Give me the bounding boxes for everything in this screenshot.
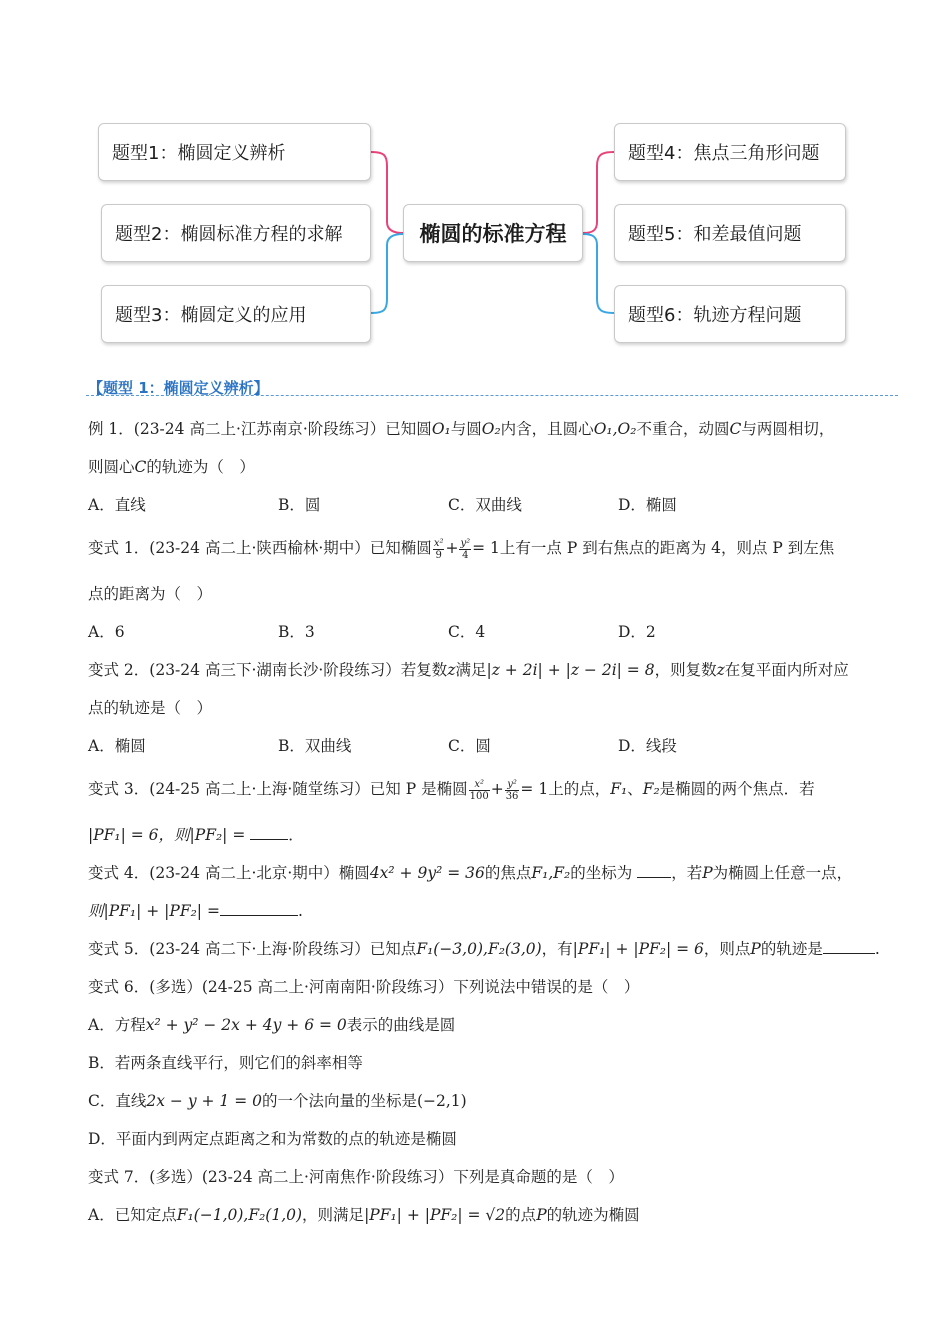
v4-point-p: P [702,864,713,882]
v2-option-b: B．双曲线 [278,737,352,755]
v5-points: F₁(−3,0),F₂(3,0) [416,940,542,958]
v5-sum: |PF₁| + |PF₂| = 6 [572,940,704,958]
v3-condition: |PF₁| = 6，则|PF₂| = [88,826,246,844]
v7-sum: |PF₁| + |PF₂| = √2 [364,1206,506,1224]
v3-answer-blank [250,825,288,840]
v1-option-c: C．4 [448,623,486,641]
v7-text: 的点 [505,1206,537,1224]
q1-line-1 [88,417,834,439]
v6-line-equation: 2x − y + 1 = 0 [146,1092,262,1110]
v2-equation: z + 2i| + |z − 2i| = 8 [491,661,655,679]
v5-text: . [874,940,880,958]
v4-text: 的焦点 [484,864,532,882]
v7-text: 的轨迹为椭圆 [546,1206,640,1224]
v1-option-d: D．2 [618,623,656,641]
q1-text: 与圆 [450,420,482,438]
v6-equation: x² + y² − 2x + 4y + 6 = 0 [145,1016,347,1034]
v5-text: 变式 5．(23-24 高二下·上海·阶段练习）已知点 [88,940,417,958]
connector-pink-right [583,152,614,233]
q1-text: 的轨迹为（ ） [146,458,255,476]
q1-text: 则圆心 [88,458,135,476]
q1-line-2 [88,455,255,477]
connector-blue-left [371,234,403,313]
v1-plus: + [445,539,459,557]
v4-equation: 4x² + 9y² = 36 [369,864,485,882]
q1-circle-o2: O₂ [481,420,501,438]
v3-focus-f2: F₂ [642,780,660,798]
v2-line-1 [88,658,849,680]
v5-answer-blank [823,939,875,954]
v2-option-d: D．线段 [618,737,677,755]
v2-option-a: A．椭圆 [88,737,146,755]
section-title: 【题型 1：椭圆定义辨析】 [88,379,269,397]
q1-option-d: D．椭圆 [618,496,677,514]
v7-line-1: 变式 7．(多选）(23-24 高二上·河南焦作·阶段练习）下列是真命题的是（ ） [88,1168,624,1186]
v1-option-b: B．3 [278,623,315,641]
mindmap-center-node: 椭圆的标准方程 [403,204,583,262]
v3-text: 变式 3．(24-25 高二上·上海·随堂练习）已知 P 是椭圆 [88,780,468,798]
mindmap-node-type5: 题型5：和差最值问题 [614,204,846,262]
v4-text: 为椭圆上任意一点， [712,864,853,882]
v4-foci: F₁,F₂ [531,864,571,882]
q1-circle-c: C [134,458,147,476]
q1-text: 与两圆相切， [741,420,835,438]
mindmap-node-type1: 题型1：椭圆定义辨析 [98,123,371,181]
v5-text: 的轨迹是 [760,940,823,958]
v3-fraction-x: $\frac{\text{x²}}{100}$ [469,778,489,802]
q1-text: 例 1．(23-24 高二上·江苏南京·阶段练习）已知圆 [88,420,432,438]
v5-line-1 [88,937,880,959]
mindmap-node-type6: 题型6：轨迹方程问题 [614,285,846,343]
v2-var-z: z [716,661,725,679]
v1-line-1 [88,536,834,561]
v2-text: ，则复数 [654,661,717,679]
q1-text: 内含，且圆心 [500,420,594,438]
v4-text: 的坐标为 [570,864,633,882]
v4-line-2 [88,899,303,921]
connector-blue-right [583,234,614,313]
v3-fraction-y: $\frac{\text{y²}}{36}$ [505,778,519,802]
mindmap-node-type2: 题型2：椭圆标准方程的求解 [101,204,371,262]
v7-points: F₁(−1,0),F₂(1,0) [176,1206,303,1224]
v4-answer-blank-1 [637,863,671,878]
mindmap-node-type4: 题型4：焦点三角形问题 [614,123,846,181]
v5-point-p: P [750,940,761,958]
v6-text: 表示的曲线是圆 [346,1016,456,1034]
v2-var-z: z [447,661,456,679]
mindmap-node-type3: 题型3：椭圆定义的应用 [101,285,371,343]
v7-text: A．已知定点 [88,1206,177,1224]
v4-text: . [297,902,303,920]
v2-line-2: 点的轨迹是（ ） [88,699,213,717]
q1-circle-o1: O₁ [431,420,451,438]
v7-option-a [88,1203,640,1225]
v3-text: = 1上的点， [520,780,611,798]
v1-line-2: 点的距离为（ ） [88,585,213,603]
v7-text: ，则满足 [302,1206,365,1224]
v4-text: 变式 4．(23-24 高二上·北京·期中）椭圆 [88,864,370,882]
v1-text: 变式 1．(23-24 高二上·陕西榆林·期中）已知椭圆 [88,539,432,557]
v2-option-c: C．圆 [448,737,491,755]
v4-line-1 [88,861,852,883]
v4-text: ，若 [671,864,703,882]
v3-focus-f1: F₁ [610,780,628,798]
v6-option-a [88,1013,455,1035]
v2-text: 变式 2．(23-24 高三下·湖南长沙·阶段练习）若复数 [88,661,448,679]
v1-text: = 1上有一点 P 到右焦点的距离为 4，则点 P 到左焦 [472,539,835,557]
q1-text: 不重合，动圆 [636,420,730,438]
v2-text: 在复平面内所对应 [724,661,849,679]
section-divider [86,395,898,396]
q1-option-c: C．双曲线 [448,496,522,514]
connector-pink-left [371,152,403,233]
v3-text: 、 [627,780,643,798]
v7-point-p: P [536,1206,547,1224]
v5-text: ，则点 [703,940,751,958]
q1-circle-c: C [729,420,742,438]
q1-option-a: A．直线 [88,496,146,514]
v1-option-a: A．6 [88,623,125,641]
v6-text: 的一个法向量的坐标是(−2,1) [261,1092,467,1110]
v5-text: ，有 [541,940,573,958]
v6-text: A．方程 [88,1016,146,1034]
v3-line-1 [88,777,815,802]
v3-text: ． [288,826,304,844]
q1-centers: O₁,O₂ [593,420,637,438]
v6-option-c [88,1089,467,1111]
v6-option-b: B．若两条直线平行，则它们的斜率相等 [88,1054,363,1072]
v4-answer-blank-2 [220,901,298,916]
v2-text: 满足| [455,661,492,679]
v1-fraction-x: $\frac{\text{x²}}{9}$ [433,537,444,561]
v4-sum: 则|PF₁| + |PF₂| = [88,902,220,920]
q1-option-b: B．圆 [278,496,321,514]
v3-plus: + [490,780,504,798]
v6-option-d: D．平面内到两定点距离之和为常数的点的轨迹是椭圆 [88,1130,457,1148]
v3-text: 是椭圆的两个焦点．若 [659,780,815,798]
v1-fraction-y: $\frac{\text{y²}}{4}$ [460,537,471,561]
v3-line-2 [88,823,304,845]
v6-text: C．直线 [88,1092,147,1110]
v6-line-1: 变式 6．(多选）(24-25 高二上·河南南阳·阶段练习）下列说法中错误的是（ ） [88,978,640,996]
